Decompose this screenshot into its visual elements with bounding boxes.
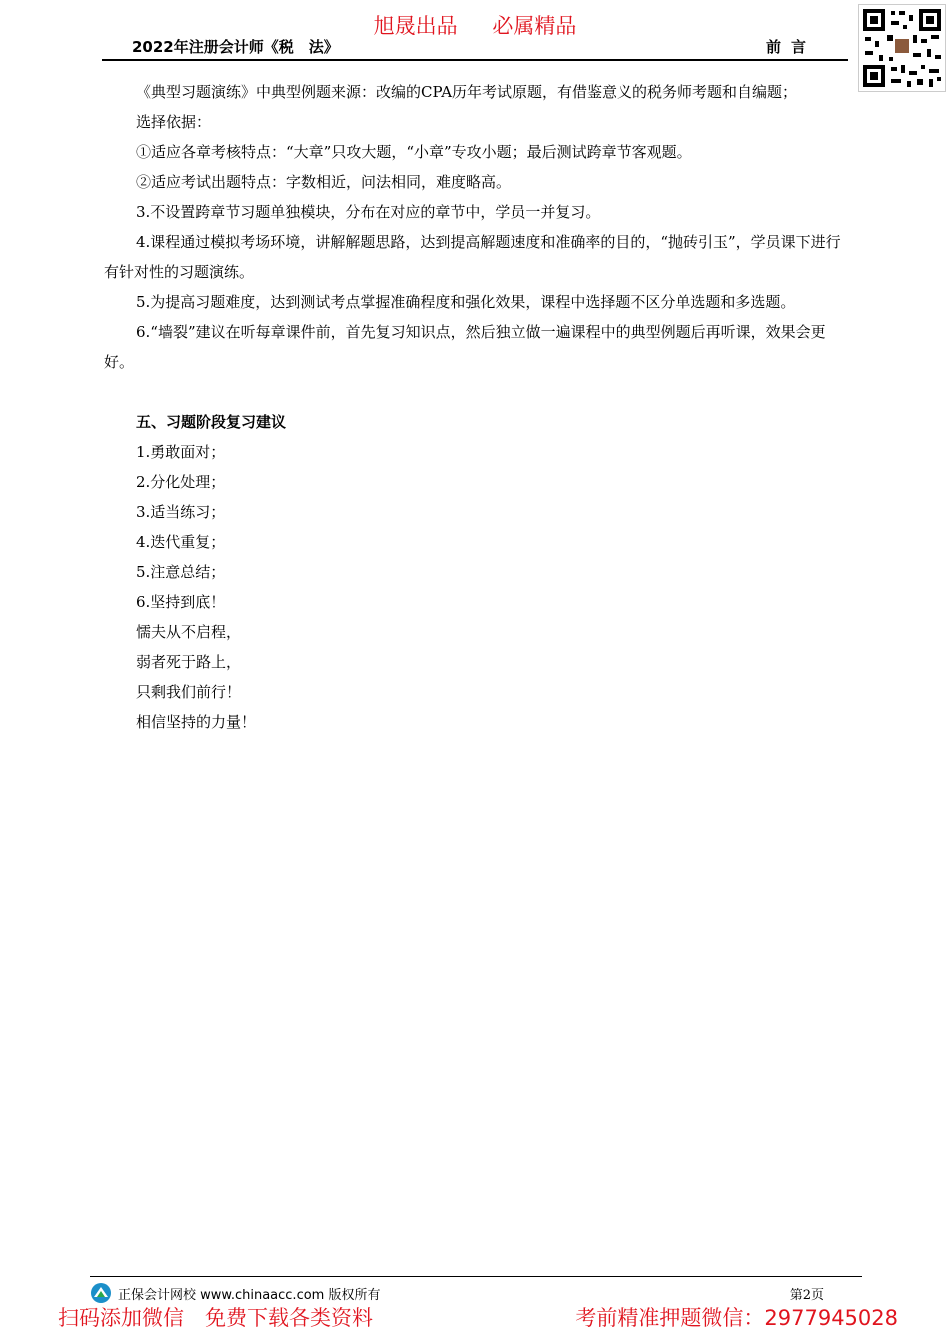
poem-line: 相信坚持的力量！	[136, 713, 257, 731]
suggestion-item: 5.注意总结；	[136, 563, 226, 581]
poem-line: 只剩我们前行！	[136, 683, 242, 701]
watermark-bottom-left: 扫码添加微信 免费下载各类资料	[58, 1306, 373, 1330]
qr-code-icon	[858, 4, 946, 92]
poem-line: 弱者死于路上，	[136, 653, 242, 671]
document-title: 2022年注册会计师《税 法》	[132, 38, 339, 56]
watermark-top-right: 必属精品	[492, 14, 577, 38]
suggestion-item: 3.适当练习；	[136, 503, 226, 521]
suggestion-item: 2.分化处理；	[136, 473, 226, 491]
basis-item-2: ②适应考试出题特点：字数相近，问法相同，难度略高。	[136, 173, 512, 191]
list-item-4: 4.课程通过模拟考场环境，讲解解题思路，达到提高解题速度和准确率的目的，“抛砖引玉”，学员课下进行有针对性的习题演练。	[104, 233, 841, 281]
suggestion-item: 1.勇敢面对；	[136, 443, 226, 461]
list-item-3: 3.不设置跨章节习题单独模块，分布在对应的章节中，学员一并复习。	[136, 203, 601, 221]
suggestion-item: 4.迭代重复；	[136, 533, 226, 551]
footer-site: 正保会计网校 www.chinaacc.com 版权所有	[118, 1288, 381, 1303]
basis-item-1: ①适应各章考核特点：“大章”只攻大题，“小章”专攻小题；最后测试跨章节客观题。	[136, 143, 692, 161]
page-header	[102, 34, 848, 61]
chinaacc-logo-icon	[90, 1282, 112, 1304]
list-item-5: 5.为提高习题难度，达到测试考点掌握准确程度和强化效果，课程中选择题不区分单选题和多选题。	[136, 293, 796, 311]
watermark-bottom-right: 考前精准押题微信：2977945028	[575, 1306, 898, 1330]
poem-line: 懦夫从不启程，	[136, 623, 242, 641]
page-content	[104, 77, 850, 737]
section-name: 前言	[765, 38, 816, 56]
paragraph-basis-label: 选择依据：	[136, 113, 212, 131]
page-number: 第2页	[789, 1288, 824, 1303]
suggestion-item: 6.坚持到底！	[136, 593, 226, 611]
watermark-top-left: 旭晟出品	[373, 14, 458, 38]
list-item-6: 6.“墙裂”建议在听每章课件前，首先复习知识点，然后独立做一遍课程中的典型例题后再听课，效果会更好。	[104, 323, 826, 371]
section-5-heading: 五、习题阶段复习建议	[136, 413, 287, 431]
page-footer	[90, 1276, 862, 1303]
paragraph-source: 《典型习题演练》中典型例题来源：改编的CPA历年考试原题，有借鉴意义的税务师考题和自编题；	[136, 83, 798, 101]
